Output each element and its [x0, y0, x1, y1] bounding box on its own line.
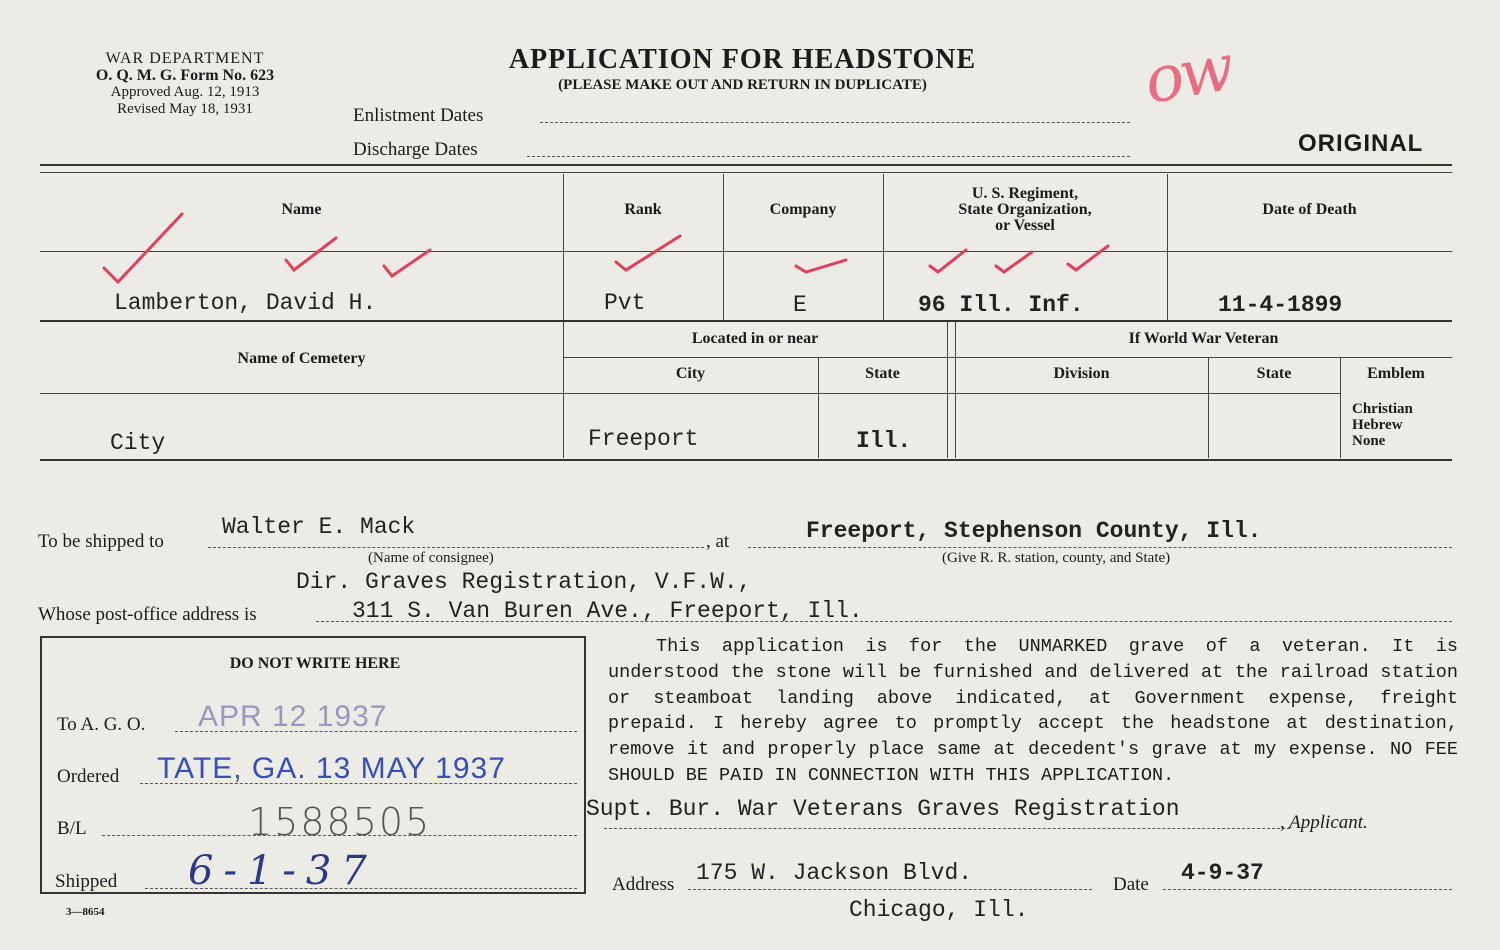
emblem-christian[interactable]: Christian	[1352, 401, 1413, 417]
check-mark-icon	[796, 260, 846, 272]
cemetery-city[interactable]: Freeport	[588, 426, 699, 452]
consignee-caption: (Name of consignee)	[368, 550, 494, 566]
date-label: Date	[1113, 874, 1149, 895]
shipped-label: Shipped	[55, 871, 118, 892]
address-line-1[interactable]: Dir. Graves Registration, V.F.W.,	[296, 569, 752, 595]
col-header-ww-state: State	[1256, 365, 1292, 382]
col-header-cemetery: Name of Cemetery	[237, 350, 366, 367]
check-mark-icon	[996, 252, 1032, 272]
check-mark-icon	[286, 238, 336, 270]
ordered-stamp: TATE, GA. 13 MAY 1937	[157, 752, 506, 785]
address-line-2[interactable]: 311 S. Van Buren Ave., Freeport, Ill.	[352, 598, 863, 624]
form-code: 3—8654	[66, 906, 105, 918]
original-label: ORIGINAL	[1298, 130, 1424, 157]
date-of-death[interactable]: 11-4-1899	[1218, 292, 1343, 318]
col-header-rank: Rank	[624, 201, 662, 218]
veteran-company[interactable]: E	[793, 292, 807, 318]
address-label: Address	[612, 874, 675, 895]
revised-date: Revised May 18, 1931	[117, 101, 253, 117]
bl-number: 1588505	[248, 800, 432, 844]
table2-sub-rule	[563, 357, 1452, 358]
check-mark-icon	[384, 250, 430, 276]
at-label: , at	[706, 531, 730, 552]
col-header-city: City	[675, 365, 706, 382]
table2-header-rule	[40, 393, 1340, 394]
col-header-division: Division	[1053, 365, 1110, 382]
form-number: O. Q. M. G. Form No. 623	[95, 67, 275, 84]
application-date[interactable]: 4-9-37	[1181, 860, 1264, 886]
table2-top-rule	[40, 320, 1452, 322]
divider	[947, 322, 948, 458]
application-date-field[interactable]	[1163, 889, 1452, 890]
cemetery-state[interactable]: Ill.	[856, 428, 912, 454]
table2-bottom-rule	[40, 459, 1452, 461]
ago-stamp: APR 12 1937	[198, 700, 388, 733]
col-header-world-war: If World War Veteran	[1128, 330, 1279, 347]
applicant-address-line-2[interactable]: Chicago, Ill.	[849, 897, 1029, 923]
applicant-name[interactable]: Supt. Bur. War Veterans Graves Registration	[586, 796, 1180, 822]
col-header-emblem: Emblem	[1367, 365, 1425, 382]
applicant-address-field[interactable]	[688, 889, 1092, 890]
col-header-state: State	[865, 365, 900, 382]
destination-field[interactable]	[748, 547, 1452, 548]
col-header-regiment-l2: State Organization,	[958, 201, 1092, 218]
check-mark-icon	[104, 214, 182, 282]
shipped-to-label: To be shipped to	[38, 531, 164, 552]
check-marks	[0, 0, 1500, 320]
enlistment-label: Enlistment Dates	[353, 105, 484, 126]
check-mark-icon	[1068, 246, 1108, 270]
col-header-regiment-l1: U. S. Regiment,	[971, 185, 1079, 202]
department-name: WAR DEPARTMENT	[105, 50, 265, 67]
veteran-name[interactable]: Lamberton, David H.	[114, 290, 377, 316]
destination[interactable]: Freeport, Stephenson County, Ill.	[806, 518, 1262, 544]
form-title: APPLICATION FOR HEADSTONE	[508, 44, 977, 75]
col-header-regiment-l3: or Vessel	[995, 217, 1055, 234]
col-header-company: Company	[769, 201, 837, 218]
applicant-label: , Applicant.	[1280, 812, 1368, 833]
initials-handwritten: ow	[1139, 31, 1237, 119]
consignee-name[interactable]: Walter E. Mack	[222, 514, 416, 540]
emblem-hebrew[interactable]: Hebrew	[1352, 417, 1403, 433]
cemetery-name[interactable]: City	[110, 430, 166, 456]
veteran-regiment[interactable]: 96 Ill. Inf.	[918, 292, 1084, 318]
emblem-options	[1352, 401, 1413, 449]
veteran-rank[interactable]: Pvt	[604, 290, 646, 316]
discharge-label: Discharge Dates	[353, 139, 478, 160]
office-box-title: DO NOT WRITE HERE	[229, 655, 401, 672]
bl-label: B/L	[57, 818, 87, 839]
po-address-label: Whose post-office address is	[38, 604, 257, 625]
destination-caption: (Give R. R. station, county, and State)	[942, 550, 1171, 566]
col-header-located: Located in or near	[691, 330, 819, 347]
col-header-date-of-death: Date of Death	[1262, 201, 1357, 218]
shipped-date-handwritten: 6-1-37	[188, 848, 377, 894]
check-mark-icon	[930, 250, 966, 272]
statement-text: This application is for the UNMARKED grave of a veteran. It is understood the stone will be furnished and delivered at the railroad station or steamboat landing above indicated, at Government expense, freight prepaid. I hereby agree to promptly accept the headstone at destination, remove it and properly place same at decedent's grave at my expense. NO FEE SHOULD BE PAID IN CONNECTION WITH THIS APPLICATION.	[608, 636, 1458, 786]
consignee-field[interactable]	[208, 547, 704, 548]
ordered-label: Ordered	[57, 766, 120, 787]
applicant-address-line-1[interactable]: 175 W. Jackson Blvd.	[696, 860, 973, 886]
ago-label: To A. G. O.	[57, 714, 146, 735]
col-header-name: Name	[281, 201, 322, 218]
approved-date: Approved Aug. 12, 1913	[110, 84, 260, 100]
emblem-none[interactable]: None	[1352, 433, 1386, 449]
check-mark-icon	[616, 236, 680, 270]
form-subtitle: (PLEASE MAKE OUT AND RETURN IN DUPLICATE)	[558, 77, 927, 93]
applicant-field[interactable]	[604, 828, 1290, 829]
